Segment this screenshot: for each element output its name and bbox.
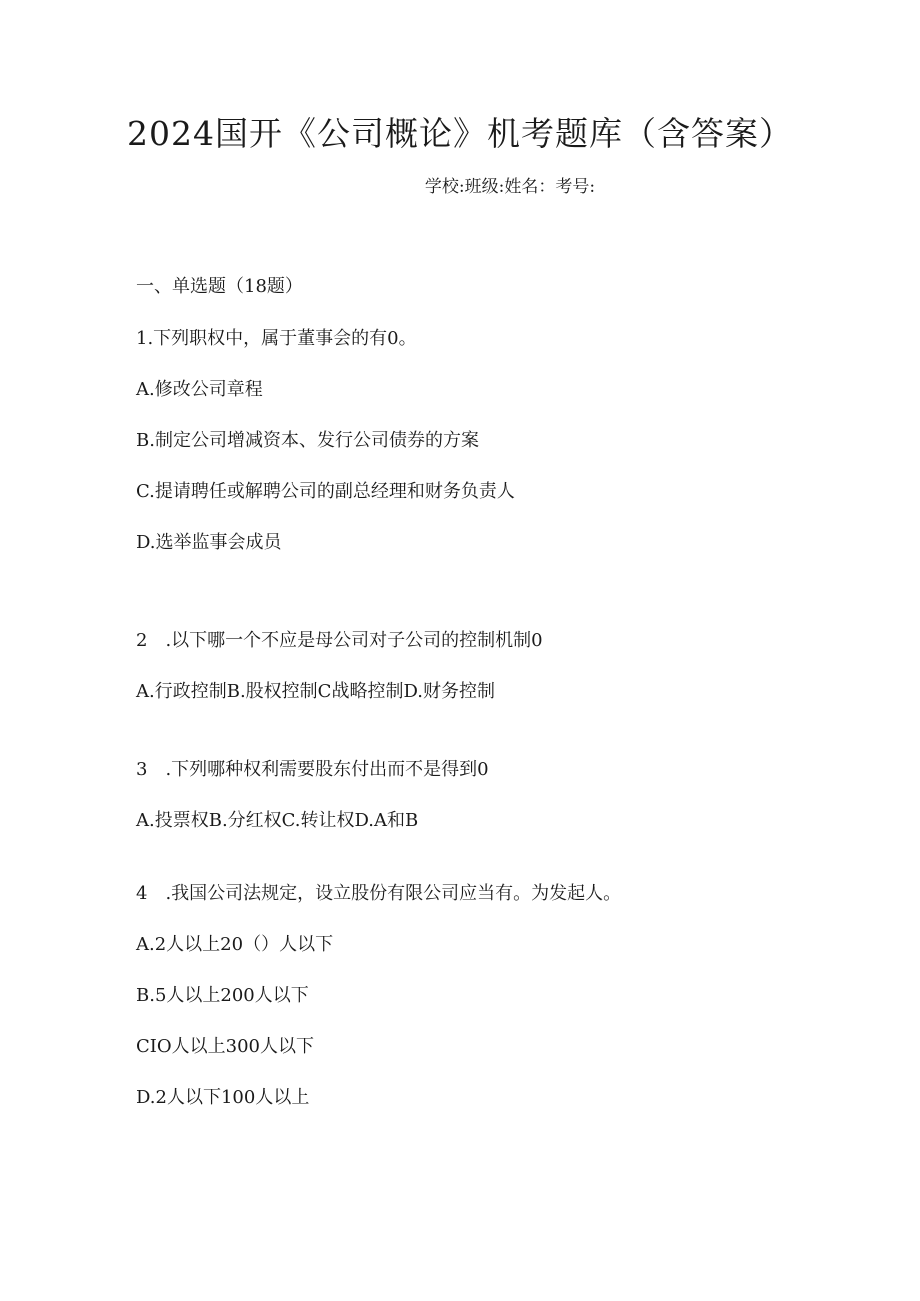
- question-2-options: A.行政控制B.股权控制C战略控制D.财务控制: [136, 681, 495, 702]
- question-1-option-c: C.提请聘任或解聘公司的副总经理和财务负责人: [136, 481, 515, 502]
- document-title: 2024国开《公司概论》机考题库（含答案）: [127, 114, 793, 153]
- student-info-line: 学校:班级:姓名：考号:: [424, 177, 596, 197]
- question-1-stem: 1.下列职权中，属于董事会的有0。: [136, 328, 417, 349]
- question-2-stem: 2 .以下哪一个不应是母公司对子公司的控制机制0: [136, 630, 543, 651]
- question-4-option-d: D.2人以下100人以上: [136, 1087, 310, 1108]
- question-1-option-b: B.制定公司增减资本、发行公司债券的方案: [136, 430, 479, 451]
- question-3-options: A.投票权B.分红权C.转让权D.A和B: [136, 810, 419, 831]
- question-4-stem: 4 .我国公司法规定，设立股份有限公司应当有。为发起人。: [136, 883, 622, 904]
- question-4-option-c: CIO人以上300人以下: [136, 1036, 314, 1057]
- question-3-stem: 3 .下列哪种权利需要股东付出而不是得到0: [136, 759, 489, 780]
- question-1-option-a: A.修改公司章程: [136, 379, 263, 400]
- question-1-option-d: D.选举监事会成员: [136, 532, 282, 553]
- question-4-option-a: A.2人以上20（）人以下: [136, 934, 334, 955]
- question-4-option-b: B.5人以上200人以下: [136, 985, 309, 1006]
- section-heading: 一、单选题（18题）: [136, 276, 303, 297]
